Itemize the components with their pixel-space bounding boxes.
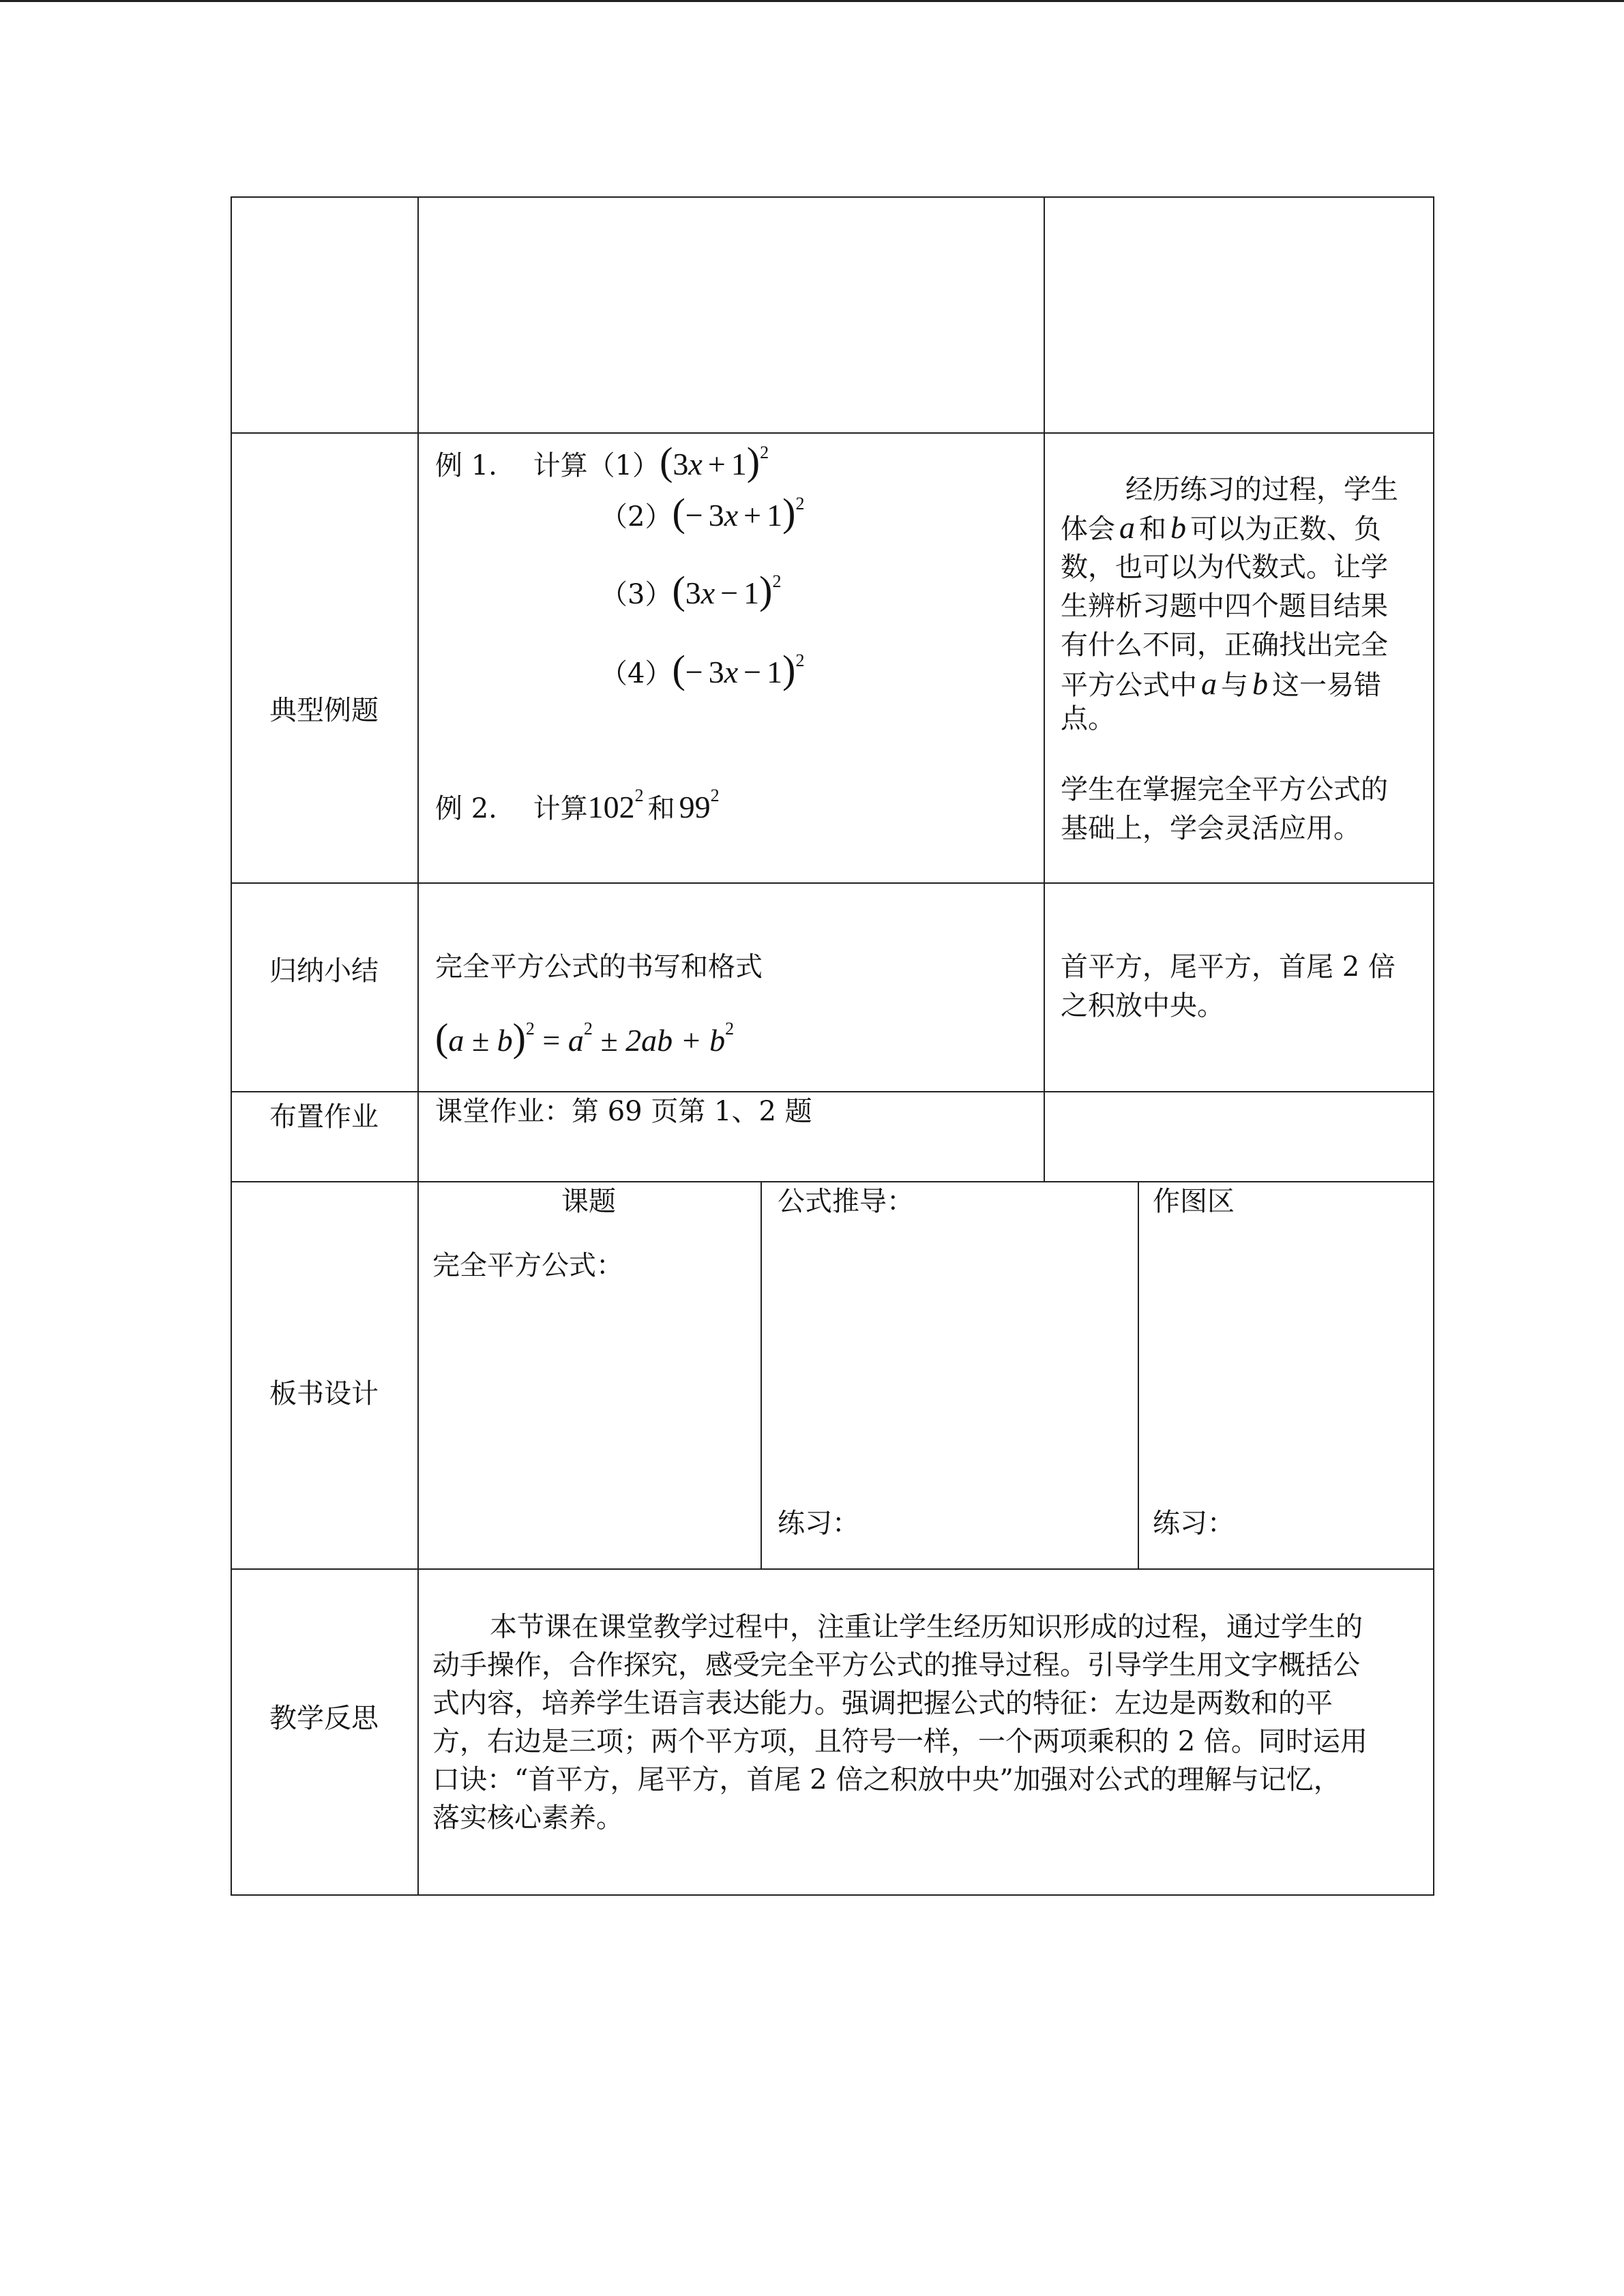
reflection-line-1: 本节课在课堂教学过程中，注重让学生经历知识形成的过程，通过学生的 — [490, 1611, 1363, 1643]
summary-formula: $(a \pm b)^2 = a^2 \pm 2ab + b^2$ — [435, 1015, 735, 1060]
examples-note-2-line-1: 学生在掌握完全平方公式的 — [1061, 774, 1388, 805]
homework-content: 课堂作业：第 69 页第 1、2 题 — [435, 1096, 812, 1127]
board-col1-text: 完全平方公式： — [432, 1250, 623, 1281]
example-2-prefix: 例 2. — [435, 793, 497, 824]
row-divider — [231, 882, 1434, 884]
example-1-line-2 — [600, 491, 804, 542]
example-2-and: 和 — [647, 793, 675, 824]
board-col3-title: 作图区 — [1153, 1186, 1235, 1217]
reflection-line-3: 式内容，培养学生语言表达能力。强调把握公式的特征：左边是两数和的平 — [432, 1688, 1333, 1719]
example-1-line-3 — [600, 569, 781, 620]
board-col2-title: 公式推导： — [778, 1186, 914, 1217]
example-2-line — [435, 786, 720, 834]
page-top-border — [0, 0, 1624, 2]
reflection-line-4: 方，右边是三项；两个平方项，且符号一样，一个两项乘积的 2 倍。同时运用 — [432, 1726, 1368, 1757]
examples-note-line-3: 数，也可以为代数式。让学 — [1061, 552, 1388, 583]
number-102: $102^2$ — [587, 786, 644, 824]
board-column-divider — [1138, 1181, 1139, 1568]
expression-4: (− 3x − 1)$^2$ — [672, 647, 805, 691]
examples-note-line-7: 点。 — [1061, 703, 1115, 734]
item-number: （1） — [587, 450, 660, 481]
board-col1-title: 课题 — [561, 1186, 616, 1217]
expression-2: (− 3x + 1)$^2$ — [672, 490, 805, 535]
label-column-divider — [417, 196, 419, 1896]
reflection-line-5: 口诀：“首平方，尾平方，首尾 2 倍之积放中央”加强对公式的理解与记忆， — [432, 1764, 1341, 1795]
examples-note-line-6: 平方公式中 a 与 b 这一易错 — [1061, 666, 1381, 701]
example-2-command: 计算 — [533, 793, 588, 824]
example-1-line-4 — [600, 648, 804, 699]
examples-note-line-1: 经历练习的过程，学生 — [1125, 474, 1398, 505]
summary-note-line-1: 首平方，尾平方，首尾 2 倍 — [1061, 951, 1396, 983]
row-divider — [231, 432, 1434, 434]
summary-title: 完全平方公式的书写和格式 — [435, 951, 763, 983]
examples-row-label: 典型例题 — [269, 695, 379, 726]
board-col2-practice: 练习： — [778, 1508, 859, 1539]
example-1-command: 计算 — [533, 450, 588, 481]
row-divider — [231, 1568, 1434, 1570]
board-col3-practice: 练习： — [1153, 1508, 1235, 1539]
homework-row-label: 布置作业 — [269, 1101, 379, 1133]
examples-note-line-4: 生辨析习题中四个题目结果 — [1061, 591, 1388, 622]
reflection-row-label: 教学反思 — [269, 1703, 379, 1734]
examples-note-line-5: 有什么不同，正确找出完全 — [1061, 629, 1388, 661]
summary-row-label: 归纳小结 — [269, 955, 379, 987]
example-1-line-1 — [435, 440, 769, 491]
summary-note-line-2: 之积放中央。 — [1061, 990, 1224, 1022]
row-divider — [231, 1091, 1434, 1092]
examples-note-line-2: 体会 a 和 b 可以为正数、负 — [1061, 510, 1381, 545]
reflection-line-2: 动手操作，合作探究，感受完全平方公式的推导过程。引导学生用文字概括公 — [432, 1650, 1360, 1681]
examples-note-2-line-2: 基础上，学会灵活应用。 — [1061, 813, 1361, 844]
board-column-divider — [761, 1181, 762, 1568]
expression-1: $(3x + 1)^2$ — [660, 439, 769, 483]
board-row-label: 板书设计 — [269, 1378, 379, 1410]
expression-3: $(3x - 1)^2$ — [672, 568, 782, 612]
number-99: $99^2$ — [679, 786, 720, 824]
item-number: （3） — [600, 579, 673, 610]
item-number: （2） — [600, 501, 673, 533]
notes-column-divider — [1044, 196, 1045, 1181]
example-1-prefix: 例 1. — [435, 450, 497, 481]
item-number: （4） — [600, 658, 673, 689]
reflection-line-6: 落实核心素养。 — [432, 1802, 623, 1834]
